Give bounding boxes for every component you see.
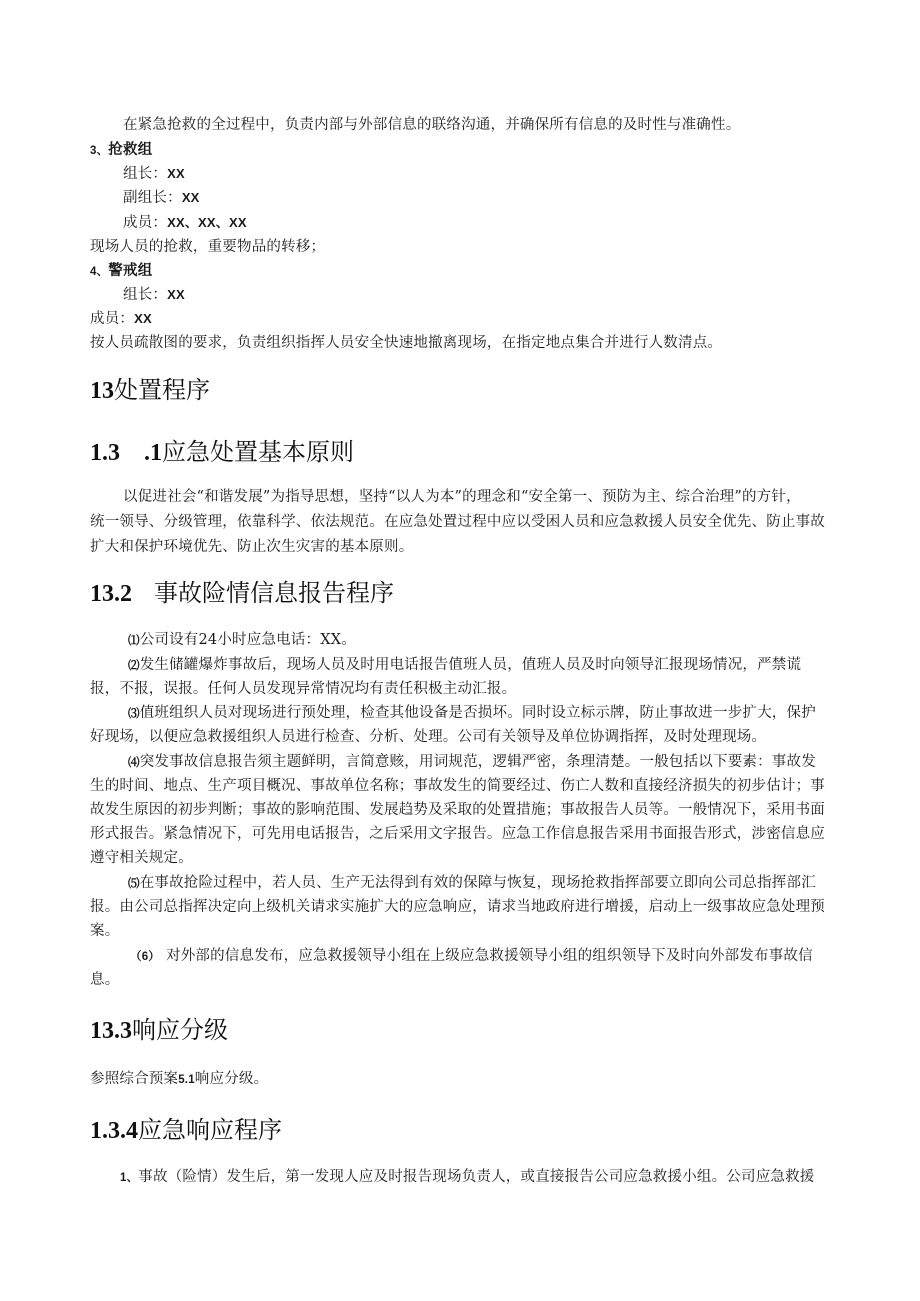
rescue-members: [123, 213, 247, 233]
report-item-line: 息。: [90, 972, 120, 988]
report-item: [128, 873, 816, 894]
rescue-deputy: [123, 188, 200, 208]
section-133-title: 响应分级: [132, 1016, 228, 1044]
section-133-num: 13.3: [90, 1018, 132, 1044]
section-131-heading: [90, 437, 354, 468]
section-131-line: 扩大和保护环境优先、防止次生灾害的基本原则。: [90, 539, 414, 555]
report-item: [128, 703, 816, 724]
section-134-num: 1.3.4: [90, 1118, 138, 1144]
report-item-line: 好现场，以便应急救援组织人员进行检查、分析、处理。公司有关领导及单位协调指挥，及时处理现场。: [90, 729, 767, 745]
section-133-text: [90, 1069, 268, 1090]
report-item-line: 报，不报，误报。任何人员发现异常情况均有责任积极主动汇报。: [90, 681, 517, 697]
section-134-item-text: 事故（险情）发生后，第一发现人应及时报告现场负责人，或直接报告公司应急救援小组。公司应急救援: [138, 1169, 815, 1185]
section-133-text-num: 5.1: [178, 1074, 195, 1086]
guard-duty: 按人员疏散图的要求，负责组织指挥人员安全快速地撤离现场，在指定地点集合并进行人数清点。: [90, 335, 723, 351]
section-133-heading: [90, 1015, 228, 1046]
guard-group-num: 4、: [90, 266, 109, 278]
section-131-line: 以促进社会“和谐发展”为指导思想，坚持“以人为本”的理念和“安全第一、预防为主、综合治理”的方针，: [123, 489, 801, 505]
guard-leader-value: XX: [167, 287, 185, 302]
report-item-num: （6）: [130, 951, 160, 963]
report-item-line: 遵守相关规定。: [90, 850, 193, 866]
report-item-num: ⑵: [128, 660, 140, 672]
rescue-leader-value: XX: [167, 166, 185, 181]
report-item: [128, 630, 356, 651]
section-134-title: 应急响应程序: [138, 1116, 282, 1144]
guard-members-value: XX: [134, 311, 152, 326]
report-item-line: 公司设有24小时应急电话：XX。: [139, 632, 356, 648]
section-133-text-post: 响应分级。: [194, 1071, 269, 1087]
section-131-num: 1.3 .1: [90, 440, 162, 466]
rescue-members-value: XX、XX、XX: [167, 215, 247, 230]
report-item: [128, 752, 816, 773]
guard-members-label: 成员：: [90, 311, 135, 327]
report-item-line: 故发生原因的初步判断；事故的影响范围、发展趋势及采取的处置措施；事故报告人员等。一般情况下，采用书面: [90, 802, 825, 818]
section-13-title: 处置程序: [114, 376, 210, 404]
section-134-item-num: 1、: [120, 1172, 139, 1184]
report-item-line: 突发事故信息报告须主题鲜明，言简意赅，用词规范，逻辑严密，条理清楚。一般包括以下要素：事故发: [139, 754, 816, 770]
report-item-line: 报。由公司总指挥决定向上级机关请求实施扩大的应急响应，请求当地政府进行增援，启动上一级事故应急处理预: [90, 899, 825, 915]
guard-leader-label: 组长：: [123, 287, 168, 303]
guard-members: [90, 309, 152, 329]
report-item-num: ⑷: [128, 757, 140, 769]
rescue-group-num: 3、: [90, 145, 109, 157]
guard-leader: [123, 285, 185, 305]
section-131-title: 应急处置基本原则: [162, 438, 354, 466]
section-134-item: [120, 1167, 815, 1188]
rescue-members-label: 成员：: [123, 215, 168, 231]
report-item-line: 在事故抢险过程中，若人员、生产无法得到有效的保障与恢复，现场抢救指挥部要立即向公司总指挥部汇: [139, 875, 816, 891]
section-132-num: 13.2: [90, 581, 132, 607]
section-134-heading: [90, 1115, 282, 1146]
rescue-group-title: 抢救组: [108, 141, 153, 158]
section-133-text-pre: 参照综合预案: [90, 1071, 179, 1087]
report-item-line: 案。: [90, 923, 120, 939]
report-item-line: 发生储罐爆炸事故后，现场人员及时用电话报告值班人员，值班人员及时向领导汇报现场情况，严禁谎: [139, 657, 802, 673]
rescue-leader: [123, 164, 185, 184]
report-item-line: 值班组织人员对现场进行预处理，检查其他设备是否损坏。同时设立标示牌，防止事故进一步扩大，保护: [139, 705, 816, 721]
report-item-line: 形式报告。紧急情况下，可先用电话报告，之后采用文字报告。应急工作信息报告采用书面报告形式，涉密信息应: [90, 826, 825, 842]
report-item-line: 生的时间、地点、生产项目概况、事故单位名称；事故发生的简要经过、伤亡人数和直接经济损失的初步估计；事: [90, 778, 825, 794]
report-item: [130, 946, 813, 967]
section-13-heading: [90, 375, 210, 406]
guard-group-heading: [90, 261, 152, 282]
intro-line: 在紧急抢救的全过程中，负责内部与外部信息的联络沟通，并确保所有信息的及时性与准确性。: [123, 117, 741, 133]
report-item-line: 对外部的信息发布，应急救援领导小组在上级应急救援领导小组的组织领导下及时向外部发布事故信: [166, 948, 813, 964]
rescue-leader-label: 组长：: [123, 166, 168, 182]
section-131-line: 统一领导、分级管理，依靠科学、依法规范。在应急处置过程中应以受困人员和应急救援人员安全优先、防止事故: [90, 514, 825, 530]
rescue-deputy-label: 副组长：: [123, 190, 182, 206]
section-132-title: 事故险情信息报告程序: [154, 579, 394, 607]
rescue-duty: 现场人员的抢救，重要物品的转移；: [90, 239, 326, 255]
report-item-num: ⑶: [128, 708, 140, 720]
report-item-num: ⑴: [128, 635, 140, 647]
section-132-heading: [90, 578, 394, 609]
rescue-deputy-value: XX: [181, 190, 200, 205]
section-13-num: 13: [90, 378, 114, 404]
report-item-num: ⑸: [128, 878, 140, 890]
report-item: [128, 655, 801, 676]
rescue-group-heading: [90, 140, 152, 161]
guard-group-title: 警戒组: [108, 262, 153, 279]
